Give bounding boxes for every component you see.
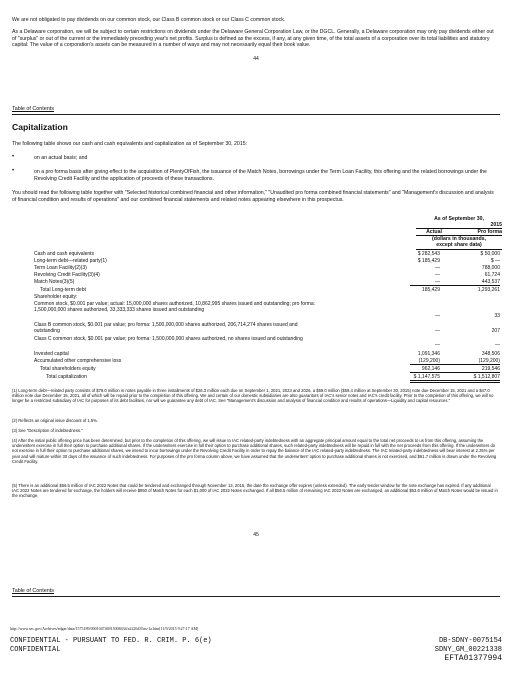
cell-actual: 962,146	[421, 366, 440, 372]
table-header-units-1: (dollars in thousands,	[432, 236, 486, 242]
subtotal-rule	[410, 285, 500, 286]
row-label: Class C common stock, $0.001 par value; pro forma: 1,500,000,000 shares authorized, no shares issued and outstanding	[34, 336, 303, 342]
cell-pro-forma: 788,000	[481, 265, 500, 271]
table-of-contents-link[interactable]: Table of Contents	[12, 106, 54, 112]
total-double-rule	[410, 380, 500, 383]
page-title: Capitalization	[12, 122, 68, 132]
column-header-actual: Actual	[426, 229, 442, 235]
cell-pro-forma: 219,546	[481, 366, 500, 372]
cell-pro-forma: 1,293,261	[477, 287, 500, 293]
cell-actual: (129,200)	[418, 358, 440, 364]
row-label: Revolving Credit Facility(3)(4)	[34, 272, 100, 278]
cell-actual: 1,091,346	[417, 351, 440, 357]
footnote-3: (3) See "Description of indebtedness."	[12, 428, 83, 433]
column-header-pro-forma: Pro forma	[477, 229, 502, 235]
page-number-45: 45	[253, 532, 259, 538]
bullet-icon: •	[12, 154, 15, 160]
confidential-label: CONFIDENTIAL	[10, 646, 61, 654]
table-of-contents-link[interactable]: Table of Contents	[12, 588, 54, 594]
row-label: Cash and cash equivalents	[34, 251, 95, 257]
section-divider	[12, 114, 500, 115]
row-label: Class B common stock, $0.001 par value; pro forma: 1,500,000,000 shares authorized, 206,714,274 shares issued and outstanding	[34, 322, 298, 334]
table-header-units-2: except share data)	[436, 242, 482, 248]
bullet-actual-basis: on an actual basis; and	[34, 155, 88, 161]
cell-actual: —	[435, 279, 440, 285]
bates-number-db: DB-SDNY-0075154	[438, 637, 502, 645]
cell-actual: —	[435, 313, 440, 319]
table-header-year: 2015	[490, 222, 502, 228]
row-label: Total shareholders equity	[40, 366, 96, 372]
cell-pro-forma: $ —	[490, 258, 500, 264]
cell-pro-forma: 443,537	[481, 279, 500, 285]
delaware-dividends-paragraph: As a Delaware corporation, we will be subject to certain restrictions on dividends under the Delaware General Corporation Law, or the DGCL. Generally, a Delaware corporation may only pay dividends either out of "surplus" or out of the current or the immediately preceding year's net profits. Surplus is defined as the excess, if any, at any given time, of the total assets of a corporation over its total liabilities and statutory capital. The value of a corporation's assets can be measured in a number of ways and may not necessarily equal their book value.	[12, 29, 494, 49]
cell-actual: $ 282,543	[417, 251, 440, 257]
cell-pro-forma: 61,724	[484, 272, 500, 278]
cell-actual: $ 185,429	[417, 258, 440, 264]
cell-actual: —	[435, 328, 440, 334]
cell-pro-forma: 207	[491, 328, 500, 334]
subtotal-rule	[410, 364, 500, 365]
bullet-pro-forma-basis: on a pro forma basis after giving effect to the acquisition of PlentyOfFish, the issuance of the Match Notes, borrowings under the Term Loan Facility, this offering and the related borrowings under the Revolving Credit Facility and the application of proceeds of these transactions.	[34, 169, 487, 182]
footnote-2: (2) Reflects an original issue discount of 1.5%.	[12, 418, 99, 423]
cell-pro-forma: $ 50,000	[480, 251, 500, 257]
read-together-paragraph: You should read the following table together with "Selected historical combined financial and other information," "Unaudited pro forma combined financial statements" and "Management's discussion and analysis of financial condition and results of operations" and our combined financial statements and related notes appearing elsewhere in this prospectus.	[12, 190, 494, 203]
cell-actual: —	[435, 265, 440, 271]
row-label: Term Loan Facility(2)(3)	[34, 265, 87, 271]
row-label: Match Notes(3)(5)	[34, 279, 75, 285]
row-label: Accumulated other comprehensive loss	[34, 358, 122, 364]
footnote-4: (4) After the initial public offering price has been determined, but prior to the completion of this offering, we will issue to IAC related-party indebtedness with an aggregate principal amount equal to the total net proceeds to us from this offering, assuming the underwriters exercise in full their option to purchase additional shares. If the underwriters exercise in full their option to purchase additional shares, such related-party indebtedness will be repaid in full with the net proceeds from this offering. If the underwriters do not exercise in full their option to purchase additional shares, we intend to incur borrowings under the Revolving Credit Facility in order to repay the balance of the IAC related-party indebtedness. The IAC related-party indebtedness will bear interest at 2.25% per year and will mature within 30 days of the issuance of such indebtedness. For purposes of the pro forma column above, we have assumed that the underwriters' option to purchase additional shares is not exercised, and $61.7 million is drawn under the Revolving Credit Facility.	[12, 438, 497, 464]
cell-pro-forma: 348,506	[481, 351, 500, 357]
row-label: Invested capital	[34, 351, 69, 357]
row-label: Total Long-term debt	[40, 287, 86, 293]
header-rule	[416, 249, 502, 250]
dividend-obligation-paragraph: We are not obligated to pay dividends on our common stock, our Class B common stock or our Class C common stock.	[12, 17, 286, 23]
table-header-date: As of September 30,	[434, 216, 484, 222]
cell-pro-forma: $ 1,512,807	[473, 374, 500, 380]
row-label: Common stock, $0.001 par value; actual: 15,000,000 shares authorized, 10,862,995 shares issued and outstanding; pro forma: 1,500,000,000 shares authorized, 33,333,333 shares issued and outstanding	[34, 301, 316, 313]
cell-pro-forma: (129,200)	[478, 358, 500, 364]
page-number-44: 44	[253, 56, 259, 62]
cell-actual: —	[435, 342, 440, 348]
bates-number-sdny: SDNY_GM_00221338	[434, 646, 502, 654]
footnote-1: (1) Long-term debt—related party consists of $79.0 million in notes payable in three installments of $26.3 million each due on September 1, 2021, 2023 and 2026, a $59.0 million ($59.4 million at September 30, 2015) note due December 15, 2021 and a $47.0 million note due December 15, 2021, all of which will be repaid prior to the completion of this offering. We and certain of our domestic subsidiaries are also guarantors of IAC's senior notes and IAC's credit facility. Prior to the completion of this offering, we will no longer be a restricted subsidiary of IAC for purposes of its debt facilities, nor will we guarantee any debt of IAC. See "Management's discussion and analysis of financial condition and results of operations—Liquidity and capital resources."	[12, 388, 494, 404]
intro-paragraph: The following table shows our cash and cash equivalents and capitalization as of September 30, 2015:	[12, 141, 248, 147]
footnote-5: (5) There is an additional $56.5 million of IAC 2022 Notes that could be tendered and exchanged through November 13, 2015, the date the exchange offer expires (unless extended). The early tender window for the note exchange has expired. If any additional IAC 2022 Notes are tendered for exchange, the holders will receive $950 of Match Notes for each $1,000 of IAC 2022 Notes exchanged. If all $56.5 million of remaining IAC 2022 Notes are exchanged, an additional $53.6 million of Match Notes would be issued in the exchange.	[12, 483, 498, 499]
confidential-legend: CONFIDENTIAL - PURSUANT TO FED. R. CRIM. P. 6(e)	[10, 637, 212, 645]
bates-number-efta: EFTA01377994	[444, 654, 502, 663]
cell-actual: —	[435, 272, 440, 278]
row-label: Total capitalization	[46, 374, 87, 380]
cell-actual: 185,429	[421, 287, 440, 293]
row-label: Long-term debt—related party(1)	[34, 258, 107, 264]
bullet-icon: •	[12, 168, 15, 174]
cell-actual: $ 1,147,575	[413, 374, 440, 380]
cell-pro-forma: —	[495, 342, 500, 348]
row-label: Shareholder equity:	[34, 294, 78, 300]
cell-pro-forma: 33	[494, 313, 500, 319]
source-url: http://www.sec.gov/Archives/edgar/data/1575189/000104746915008434/a2226435zs-1a.htm[11/9/2015 9:27:17 AM]	[10, 626, 199, 631]
section-divider	[12, 596, 500, 597]
subtotal-rule	[410, 372, 500, 373]
